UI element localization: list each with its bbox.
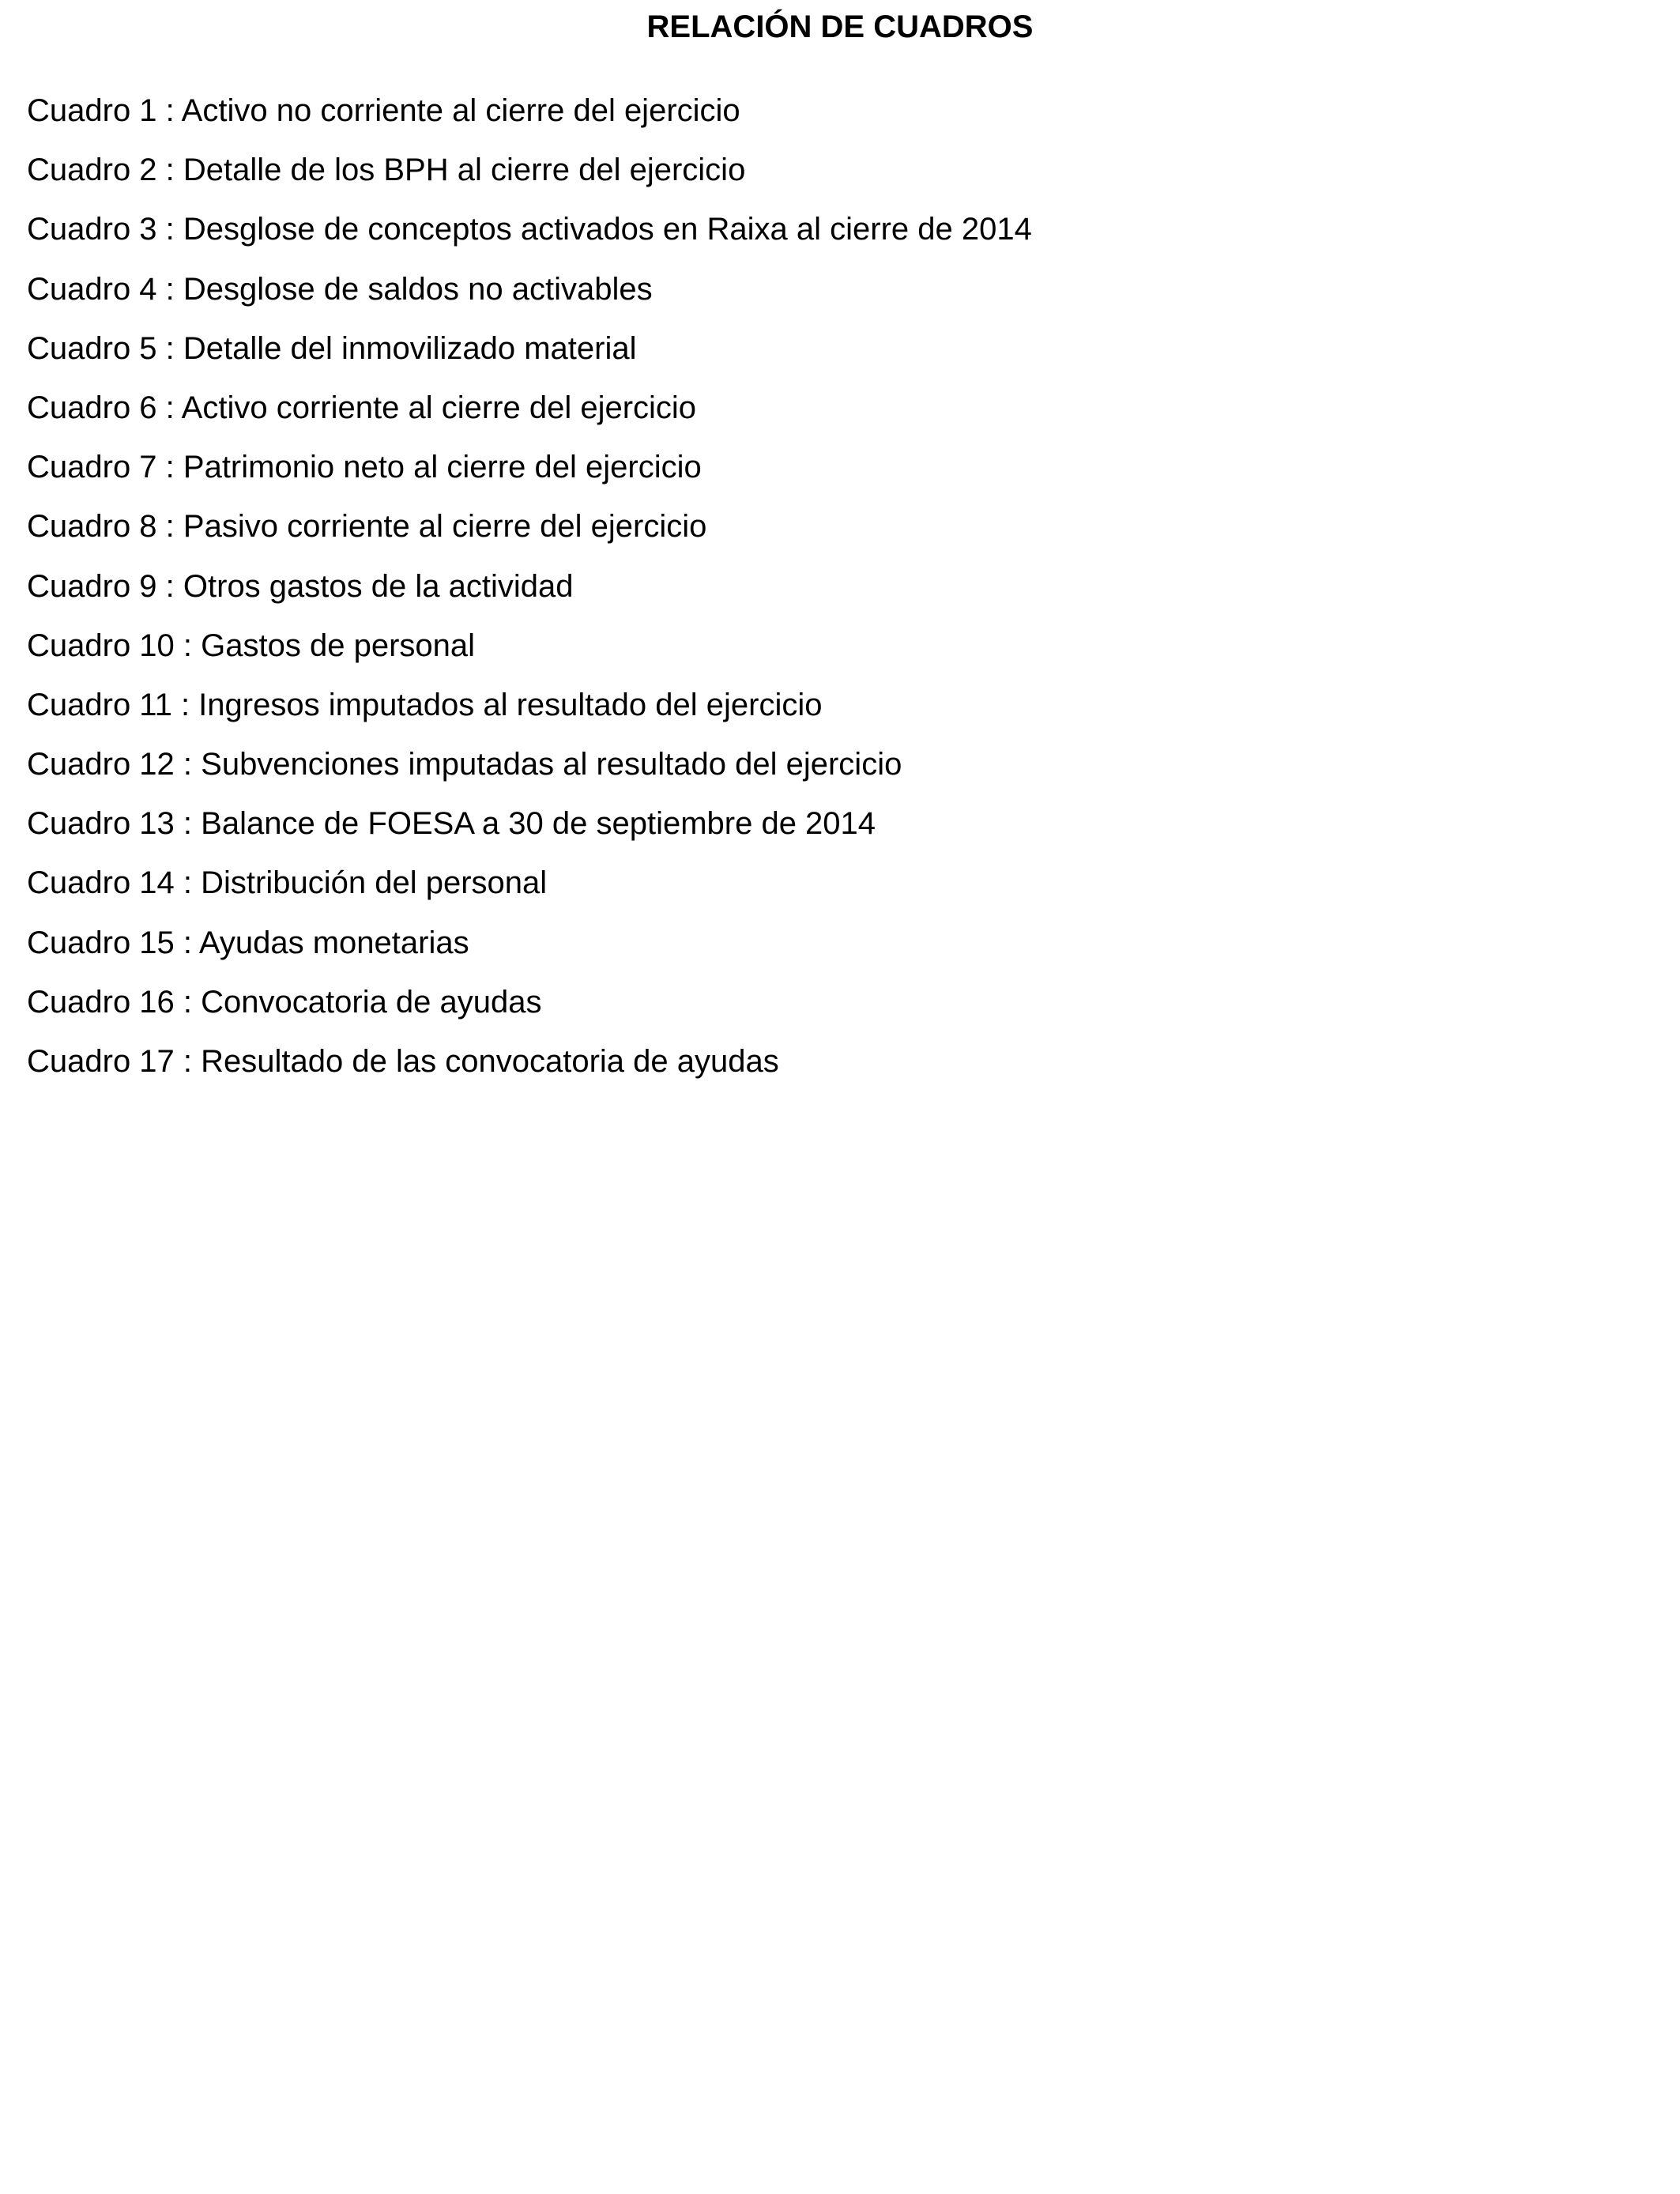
list-item: Cuadro 11 : Ingresos imputados al resultado del ejercicio [27,687,823,722]
list-item: Cuadro 2 : Detalle de los BPH al cierre del ejercicio [27,153,746,188]
list-item: Cuadro 4 : Desglose de saldos no activables [27,271,653,307]
document-title: RELACIÓN DE CUADROS [646,9,1034,44]
list-item: Cuadro 10 : Gastos de personal [27,628,476,663]
list-item: Cuadro 14 : Distribución del personal [27,865,548,901]
list-item: Cuadro 8 : Pasivo corriente al cierre del ejercicio [27,509,707,545]
list-item: Cuadro 5 : Detalle del inmovilizado material [27,330,637,366]
list-item: Cuadro 16 : Convocatoria de ayudas [27,984,542,1020]
list-item: Cuadro 13 : Balance de FOESA a 30 de septiembre de 2014 [27,806,876,842]
list-item: Cuadro 7 : Patrimonio neto al cierre del ejercicio [27,450,702,485]
list-item: Cuadro 6 : Activo corriente al cierre del ejercicio [27,390,697,425]
list-item: Cuadro 3 : Desglose de conceptos activados en Raixa al cierre de 2014 [27,212,1032,247]
list-item: Cuadro 12 : Subvenciones imputadas al resultado del ejercicio [27,747,902,782]
list-item: Cuadro 9 : Otros gastos de la actividad [27,568,574,604]
tables-list [27,81,1032,1091]
list-item: Cuadro 17 : Resultado de las convocatoria de ayudas [27,1044,779,1079]
list-item: Cuadro 1 : Activo no corriente al cierre del ejercicio [27,93,740,128]
list-item: Cuadro 15 : Ayudas monetarias [27,925,469,960]
